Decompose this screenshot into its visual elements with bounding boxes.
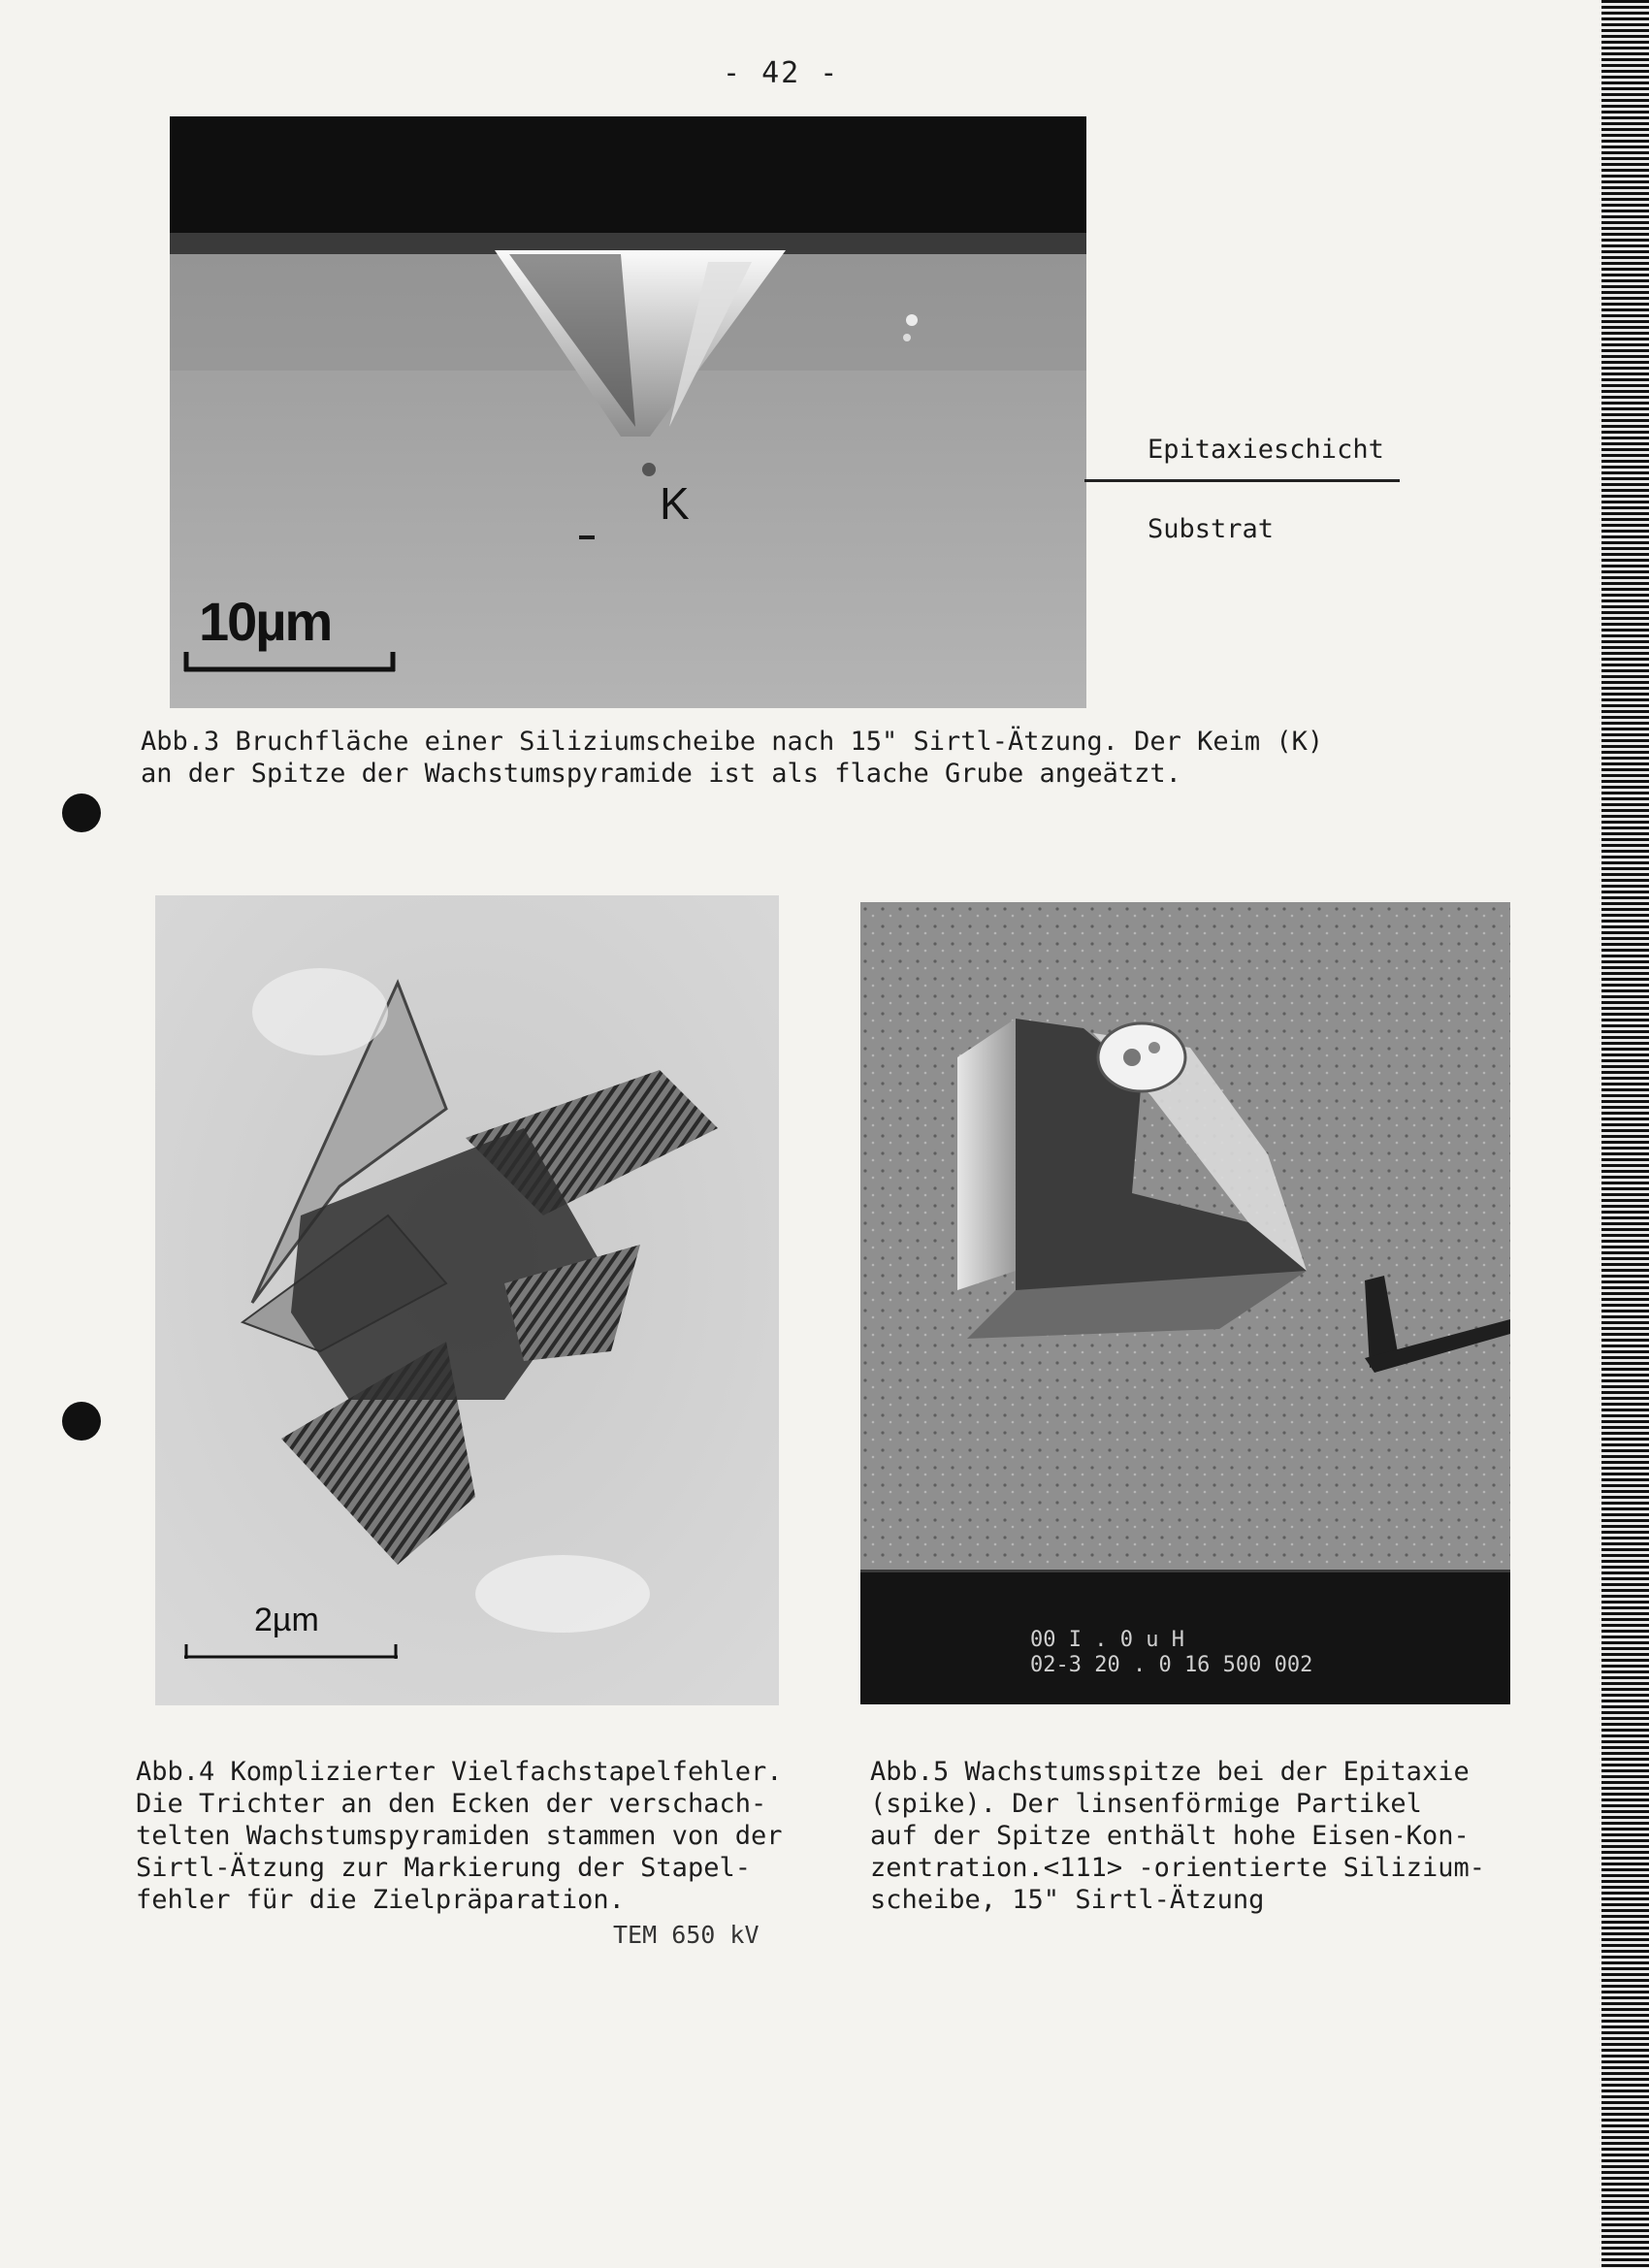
substrate-label: Substrat bbox=[1148, 514, 1275, 544]
caption-line: fehler für die Zielpräparation. bbox=[136, 1885, 625, 1915]
fig3-caption bbox=[141, 726, 1402, 790]
fig3-scale-bar-label: 10µm bbox=[199, 591, 332, 652]
caption-line: Abb.3 Bruchfläche einer Siliziumscheibe nach 15" Sirtl-Ätzung. Der Keim (K) bbox=[141, 727, 1324, 757]
fig5-micrograph bbox=[860, 902, 1510, 1704]
caption-line: scheibe, 15" Sirtl-Ätzung bbox=[870, 1885, 1265, 1915]
fig4-micrograph bbox=[155, 895, 779, 1705]
caption-line: telten Wachstumspyramiden stammen von der bbox=[136, 1821, 783, 1851]
sem-readout-line: 02-3 20 . 0 16 500 002 bbox=[1030, 1653, 1313, 1677]
fig5-caption bbox=[870, 1756, 1549, 1916]
fig4-method-label: TEM 650 kV bbox=[613, 1921, 760, 1949]
epitaxy-layer-label: Epitaxieschicht bbox=[1148, 435, 1384, 465]
fig3-micrograph bbox=[170, 116, 1086, 708]
caption-line: Die Trichter an den Ecken der verschach- bbox=[136, 1789, 767, 1819]
punch-hole bbox=[62, 794, 101, 832]
fig4-scale-bar-label: 2µm bbox=[254, 1602, 319, 1638]
page-number: - 42 - bbox=[723, 56, 840, 90]
caption-line: an der Spitze der Wachstumspyramide ist als flache Grube angeätzt. bbox=[141, 759, 1181, 789]
fig4-caption bbox=[136, 1756, 834, 1916]
caption-line: Abb.5 Wachstumsspitze bei der Epitaxie bbox=[870, 1757, 1470, 1787]
sem-readout bbox=[1030, 1628, 1312, 1678]
nucleus-marker: K bbox=[660, 478, 690, 529]
sem-readout-line: 00 I . 0 u H bbox=[1030, 1628, 1184, 1652]
layer-boundary-line bbox=[1084, 479, 1400, 482]
caption-line: auf der Spitze enthält hohe Eisen-Kon- bbox=[870, 1821, 1470, 1851]
caption-line: (spike). Der linsenförmige Partikel bbox=[870, 1789, 1422, 1819]
punch-hole bbox=[62, 1402, 101, 1441]
caption-line: Sirtl-Ätzung zur Markierung der Stapel- bbox=[136, 1853, 751, 1883]
binding-strip bbox=[1601, 0, 1649, 2268]
caption-line: Abb.4 Komplizierter Vielfachstapelfehler. bbox=[136, 1757, 783, 1787]
caption-line: zentration.<111> -orientierte Silizium- bbox=[870, 1853, 1485, 1883]
